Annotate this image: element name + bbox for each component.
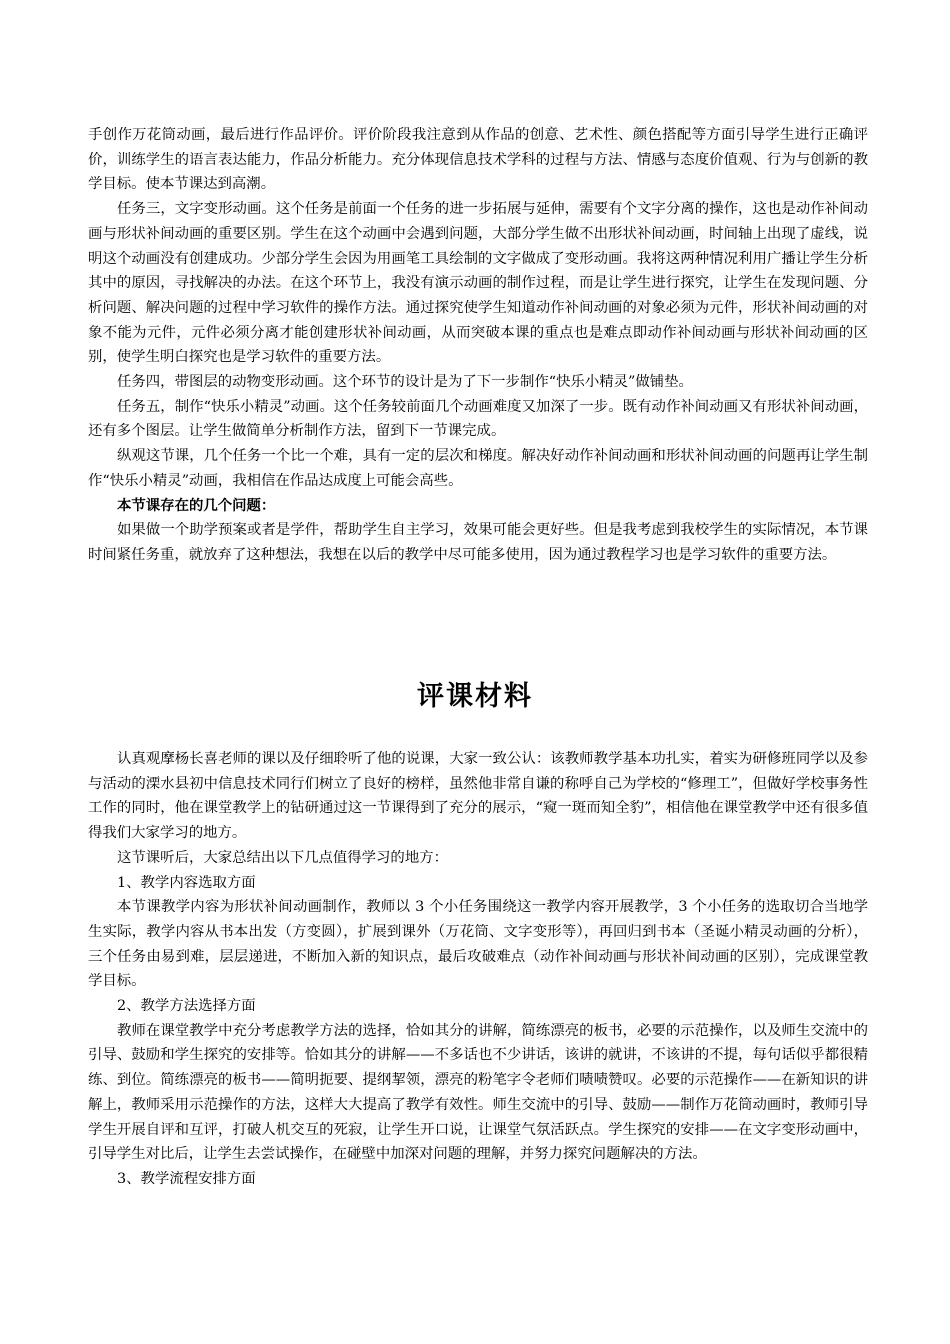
problems-heading: 本节课存在的几个问题：	[117, 497, 276, 514]
subheading-content: 1、教学内容选取方面	[117, 874, 256, 891]
subheading-method: 2、教学方法选择方面	[117, 998, 256, 1015]
section-task-review	[88, 123, 868, 568]
paragraph-method: 教师在课堂教学中充分考虑教学方法的选择，恰如其分的讲解，简练漂亮的板书，必要的示范操作，以及师生交流中的引导、鼓励和学生探究的安排等。恰如其分的讲解——不多话也不少讲话，该讲的就讲，不该讲的不提，每句话似乎都很精练、到位。简练漂亮的板书——简明扼要、提纲挈领，漂亮的粉笔字令老师们啧啧赞叹。必要的示范操作——在新知识的讲解上，教师采用示范操作的方法，这样大大提高了教学有效性。师生交流中的引导、鼓励——制作万花筒动画时，教师引导学生开展自评和互评，打破人机交互的死寂，让学生开口说，让课堂气氛活跃点。学生探究的安排——在文字变形动画中，引导学生对比后，让学生去尝试操作，在碰壁中加深对问题的理解，并努力探究问题解决的方法。	[88, 1022, 868, 1163]
paragraph-summary: 纵观这节课，几个任务一个比一个难，具有一定的层次和梯度。解决好动作补间动画和形状补间动画的问题再让学生制作“快乐小精灵”动画，我相信在作品达成度上可能会高些。	[88, 448, 868, 489]
paragraph-lead: 这节课听后，大家总结出以下几点值得学习的地方：	[117, 849, 448, 866]
paragraph-continuation: 手创作万花筒动画，最后进行作品评价。评价阶段我注意到从作品的创意、艺术性、颜色搭配等方面引导学生进行正确评价，训练学生的语言表达能力，作品分析能力。充分体现信息技术学科的过程与方法、情感与态度价值观、行为与创新的教学目标。使本节课达到高潮。	[88, 127, 868, 193]
paragraph-task-five: 任务五，制作“快乐小精灵”动画。这个任务较前面几个动画难度又加深了一步。既有动作补间动画又有形状补间动画，还有多个图层。让学生做简单分析制作方法，留到下一节课完成。	[88, 398, 868, 440]
paragraph-intro: 认真观摩杨长喜老师的课以及仔细聆听了他的说课，大家一致公认：该教师教学基本功扎实，着实为研修班同学以及参与活动的溧水县初中信息技术同行们树立了良好的榜样，虽然他非常自谦的称呼自己为学校的“修理工”，但做好学校事务性工作的同时，他在课堂教学上的钻研通过这一节课得到了充分的展示，“窥一斑而知全豹”，相信他在课堂教学中还有很多值得我们大家学习的地方。	[88, 751, 868, 842]
paragraph-problems: 如果做一个助学预案或者是学件，帮助学生自主学习，效果可能会更好些。但是我考虑到我校学生的实际情况，本节课时间紧任务重，就放弃了这种想法，我想在以后的教学中尽可能多使用，因为通过教程学习也是学习软件的重要方法。	[88, 522, 868, 563]
page-title: 评课材料	[417, 681, 533, 712]
section-evaluation	[88, 747, 868, 1192]
paragraph-task-four: 任务四，带图层的动物变形动画。这个环节的设计是为了下一步制作“快乐小精灵”做铺垫。	[117, 374, 693, 391]
paragraph-content: 本节课教学内容为形状补间动画制作，教师以 3 个小任务围绕这一教学内容开展教学，3 个小任务的选取切合当地学生实际，教学内容从书本出发（方变圆），扩展到课外（万花筒、文字变形等），再回归到书本（圣诞小精灵动画的分析），三个任务由易到难，层层递进，不断加入新的知识点，最后攻破难点（动作补间动画与形状补间动画的区别），完成课堂教学目标。	[88, 899, 868, 990]
subheading-flow: 3、教学流程安排方面	[117, 1170, 256, 1187]
paragraph-task-three: 任务三，文字变形动画。这个任务是前面一个任务的进一步拓展与延伸，需要有个文字分离的操作，这也是动作补间动画与形状补间动画的重要区别。学生在这个动画中会遇到问题，大部分学生做不出形状补间动画，时间轴上出现了虚线，说明这个动画没有创建成功。少部分学生会因为用画笔工具绘制的文字做成了变形动画。我将这两种情况利用广播让学生分析其中的原因，寻找解决的办法。在这个环节上，我没有演示动画的制作过程，而是让学生进行探究，让学生在发现问题、分析问题、解决问题的过程中学习软件的操作方法。通过探究使学生知道动作补间动画的对象必须为元件，形状补间动画的对象不能为元件，元件必须分离才能创建形状补间动画，从而突破本课的重点也是难点即动作补间动画与形状补间动画的区别，使学生明白探究也是学习软件的重要方法。	[88, 201, 868, 366]
